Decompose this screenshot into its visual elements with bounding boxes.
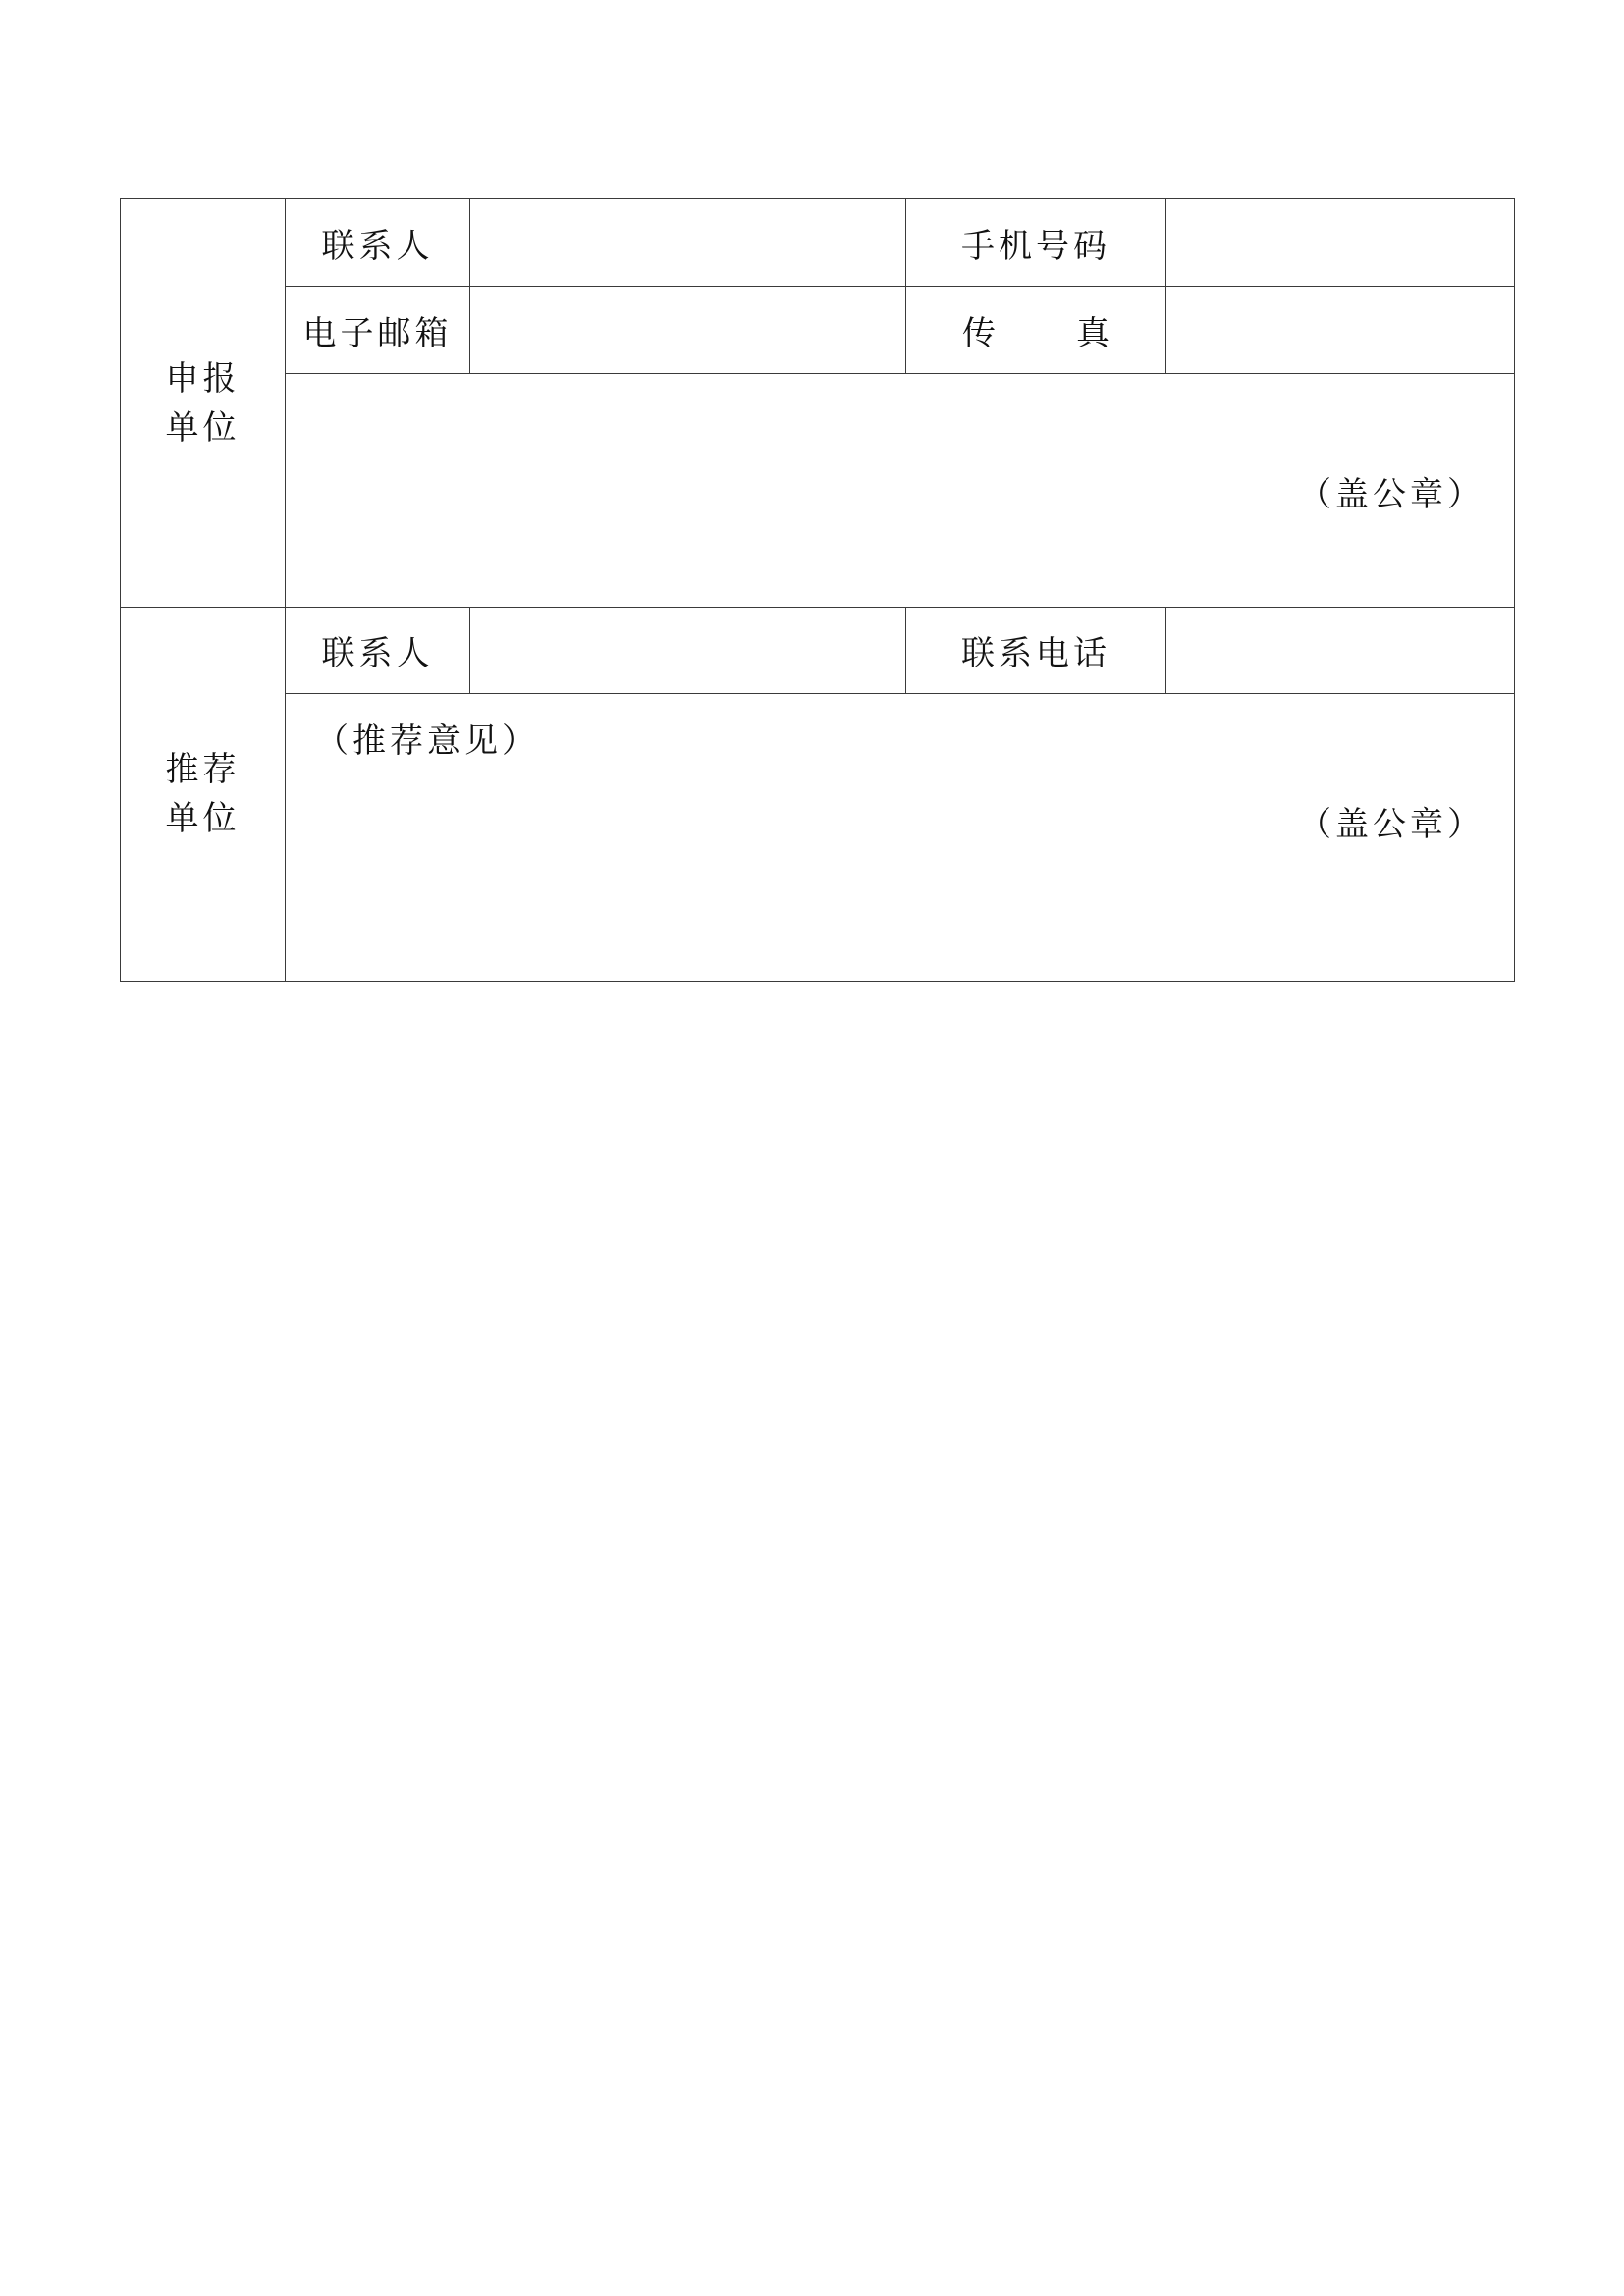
applicant-fax-label-char2: 真 <box>1076 313 1110 353</box>
recommending-unit-label-line1: 推荐 <box>165 750 241 789</box>
applicant-contact-person-field[interactable] <box>470 199 906 287</box>
applicant-contact-person-label: 联系人 <box>286 199 470 287</box>
applicant-unit-label-line2: 单位 <box>165 407 241 448</box>
applicant-seal-row <box>121 374 1515 608</box>
applicant-seal-text: （盖公章） <box>1298 475 1485 514</box>
recommender-opinion-row <box>121 694 1515 982</box>
applicant-fax-label <box>906 287 1166 374</box>
applicant-unit-label-line1: 申报 <box>165 358 241 399</box>
applicant-fax-label-char1: 传 <box>962 313 996 353</box>
applicant-seal-area[interactable] <box>286 374 1515 608</box>
recommendation-opinion-label: （推荐意见） <box>315 721 539 761</box>
application-form-table <box>120 198 1515 982</box>
recommender-contact-person-label: 联系人 <box>286 608 470 694</box>
recommender-seal-text: （盖公章） <box>1298 805 1485 844</box>
applicant-mobile-field[interactable] <box>1166 199 1515 287</box>
recommender-phone-label: 联系电话 <box>906 608 1166 694</box>
applicant-email-row <box>121 287 1515 374</box>
applicant-fax-field[interactable] <box>1166 287 1515 374</box>
recommending-unit-label-line2: 单位 <box>165 799 241 838</box>
recommender-contact-row <box>121 608 1515 694</box>
applicant-email-field[interactable] <box>470 287 906 374</box>
applicant-contact-row <box>121 199 1515 287</box>
applicant-mobile-label: 手机号码 <box>906 199 1166 287</box>
applicant-unit-label <box>121 199 286 608</box>
recommender-phone-field[interactable] <box>1166 608 1515 694</box>
recommending-unit-label <box>121 608 286 982</box>
recommender-opinion-area[interactable] <box>286 694 1515 982</box>
recommender-contact-person-field[interactable] <box>470 608 906 694</box>
applicant-email-label: 电子邮箱 <box>286 287 470 374</box>
